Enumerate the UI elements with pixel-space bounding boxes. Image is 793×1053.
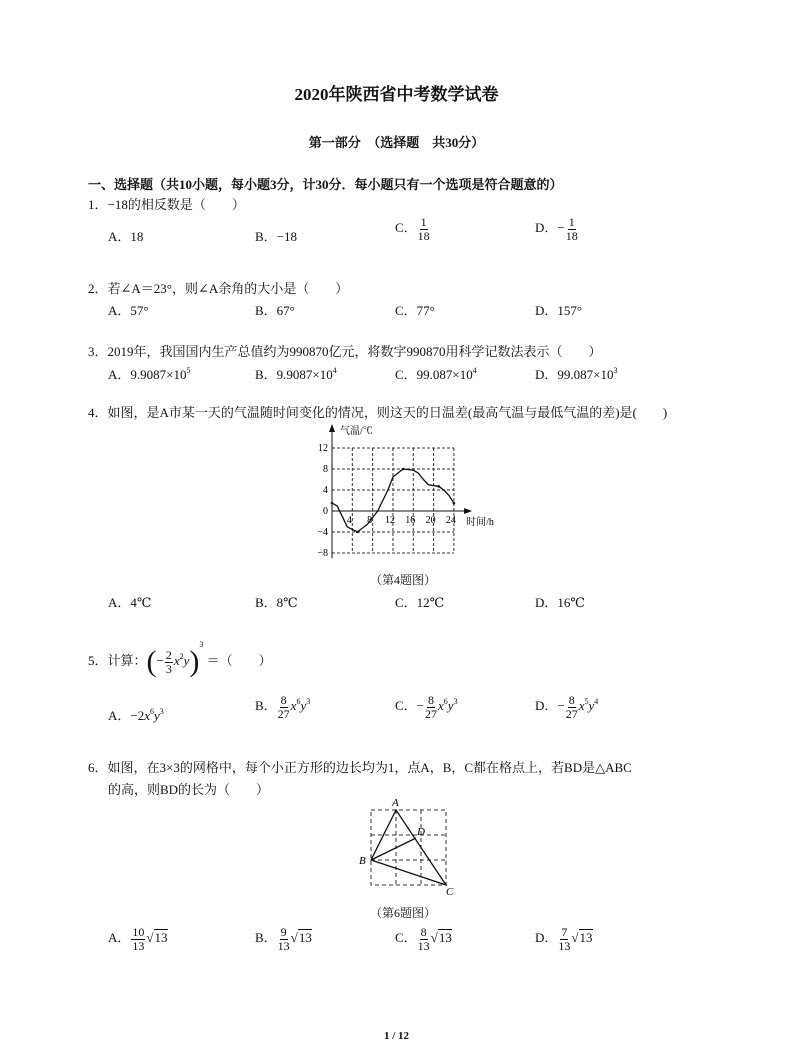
stem-prefix: 5．计算： xyxy=(88,653,147,668)
q1-option-b: B．−18 xyxy=(255,229,298,244)
fraction xyxy=(566,694,578,720)
question-2-stem: 2．若∠A＝23°，则∠A余角的大小是（ ） xyxy=(88,281,349,296)
page-title: 2020年陕西省中考数学试卷 xyxy=(294,85,499,104)
y-tick-label: 0 xyxy=(323,506,328,517)
data-point xyxy=(331,502,334,505)
q4-option-d: D．16℃ xyxy=(535,595,585,610)
left-paren: ( xyxy=(146,645,157,679)
point-c-label: C xyxy=(446,886,454,898)
denominator: 18 xyxy=(417,228,430,243)
fraction xyxy=(131,926,145,952)
option-label: D．− xyxy=(535,698,565,714)
radicand: 13 xyxy=(298,930,312,946)
numerator: 1 xyxy=(568,215,575,229)
exponent: 3 xyxy=(613,366,618,375)
fraction xyxy=(278,926,290,952)
point-d-label: D xyxy=(417,826,425,838)
q2-option-b: B．67° xyxy=(255,303,295,318)
part-title: 第一部分 （选择题 共30分） xyxy=(308,135,485,150)
grid-lines xyxy=(371,810,446,885)
option-base: D．99.087×10 xyxy=(535,367,614,382)
q1-option-a: A．18 xyxy=(108,229,144,244)
question-6-stem-line1: 6．如图，在3×3的网格中，每个小正方形的边长均为1，点A，B，C都在格点上，若BD是△ABC xyxy=(88,760,632,775)
question-4-stem: 4．如图，是A市某一天的气温随时间变化的情况，则这天的日温差(最高气温与最低气温的差)是( ) xyxy=(88,405,668,420)
option-label: D． xyxy=(535,930,558,946)
data-point xyxy=(402,468,405,471)
question-3-stem: 3．2019年，我国国内生产总值约为990870亿元，将数字990870用科学记数法表示（ ） xyxy=(88,344,602,359)
y-axis-label: 气温/℃ xyxy=(340,426,373,437)
grid-triangle-figure xyxy=(355,795,465,900)
y-tick-label: 4 xyxy=(323,485,328,496)
q5-option-b: B． $\frac{8}{27}$ $x^6y^3$ xyxy=(255,693,311,721)
option-label: C．− xyxy=(395,698,425,714)
numerator: 8 xyxy=(428,693,435,707)
q6-option-d: D． $\frac{7}{13}$ √13 xyxy=(535,925,593,953)
denominator: 3 xyxy=(165,661,172,676)
numerator: 7 xyxy=(561,925,568,939)
option-label: D．− xyxy=(535,220,565,236)
radicand: 13 xyxy=(579,930,593,946)
denominator: 13 xyxy=(132,938,145,953)
data-point xyxy=(356,531,359,534)
denominator: 13 xyxy=(277,938,290,953)
radicand: 13 xyxy=(154,930,168,946)
figure-4-caption: （第4题图） xyxy=(370,573,437,587)
y-tick-label: 12 xyxy=(318,443,328,454)
q5-option-c: C．− $\frac{8}{27}$ $x^6y^3$ xyxy=(395,693,458,721)
denominator: 13 xyxy=(417,938,430,953)
numerator: 8 xyxy=(280,693,287,707)
numerator: 1 xyxy=(420,215,427,229)
page-number: 1 / 12 xyxy=(383,1030,410,1042)
option-base: C．99.087×10 xyxy=(395,367,473,382)
fraction xyxy=(418,926,430,952)
numerator: 8 xyxy=(420,925,427,939)
question-6-stem-line2: 的高，则BD的长为（ ） xyxy=(108,782,270,797)
question-5-stem: 5．计算：(− $\frac{2}{3}$ $x^2y)^3$ ＝（ ） xyxy=(88,640,272,679)
numerator: 8 xyxy=(568,693,575,707)
q4-option-a: A．4℃ xyxy=(108,595,152,610)
q5-option-a: A．$-2x^6y^3$ xyxy=(108,707,164,723)
right-paren: ) xyxy=(189,645,200,679)
question-1-stem: 1．−18的相反数是（ ） xyxy=(88,197,245,212)
triangle-abc xyxy=(371,810,446,885)
y-tick-label: 8 xyxy=(323,464,328,475)
exponent: 3 xyxy=(199,640,204,649)
x-tick-label: 4 xyxy=(346,515,352,526)
q2-option-c: C．77° xyxy=(395,303,435,318)
temperature-chart xyxy=(300,420,510,570)
q1-option-c xyxy=(395,216,431,242)
q5-option-d: D．− $\frac{8}{27}$ $x^5y^4$ xyxy=(535,693,599,721)
option-label: C． xyxy=(395,220,417,236)
denominator: 27 xyxy=(425,706,438,721)
x-tick-label: 20 xyxy=(425,515,436,526)
x-tick-label: 12 xyxy=(384,515,395,526)
option-label: A．−2 xyxy=(108,708,145,723)
exponent: 4 xyxy=(332,366,337,375)
x-tick-label: 8 xyxy=(367,515,373,526)
q6-option-b: B． $\frac{9}{13}$ √13 xyxy=(255,925,312,953)
fraction xyxy=(425,694,437,720)
fraction xyxy=(558,926,570,952)
point-a-label: A xyxy=(392,797,399,809)
y-tick-label: −8 xyxy=(317,548,328,559)
numerator: 2 xyxy=(165,647,172,662)
x-tick-label: 24 xyxy=(445,515,456,526)
option-base: A．9.9087×10 xyxy=(108,367,187,382)
fraction xyxy=(566,216,578,242)
q4-option-c: C．12℃ xyxy=(395,595,445,610)
exponent: 4 xyxy=(472,366,477,375)
denominator: 18 xyxy=(565,228,578,243)
data-point xyxy=(453,502,456,505)
denominator: 27 xyxy=(565,706,578,721)
q6-option-a: A． $\frac{10}{13}$ √13 xyxy=(108,925,168,953)
exponent: 5 xyxy=(186,366,191,375)
stem-suffix: ＝（ ） xyxy=(206,653,272,668)
x-axis-label: 时间/h xyxy=(466,517,494,528)
q3-option-b xyxy=(255,364,337,383)
q4-option-b: B．8℃ xyxy=(255,595,298,610)
q1-option-d xyxy=(535,216,579,242)
option-label: A． xyxy=(108,930,131,946)
option-label: B． xyxy=(255,698,277,714)
figure-6-caption: （第6题图） xyxy=(370,906,437,920)
q2-option-a: A．57° xyxy=(108,303,149,318)
q6-option-c: C． $\frac{8}{13}$ √13 xyxy=(395,925,452,953)
q3-option-c xyxy=(395,364,477,383)
q3-option-a xyxy=(108,364,190,383)
fraction xyxy=(278,694,290,720)
denominator: 27 xyxy=(277,706,290,721)
numerator: 10 xyxy=(132,925,145,939)
altitude-bd xyxy=(371,838,416,860)
data-point xyxy=(437,485,440,488)
fraction xyxy=(418,216,430,242)
denominator: 13 xyxy=(558,938,571,953)
y-tick-label: −4 xyxy=(317,527,328,538)
section-header: 一、选择题（共10小题，每小题3分，计30分．每小题只有一个选项是符合题意的） xyxy=(88,177,563,192)
option-label: C． xyxy=(395,930,417,946)
option-base: B．9.9087×10 xyxy=(255,367,333,382)
numerator: 9 xyxy=(280,925,287,939)
point-b-label: B xyxy=(359,855,366,867)
option-label: B． xyxy=(255,930,277,946)
q3-option-d xyxy=(535,364,617,383)
radicand: 13 xyxy=(438,930,452,946)
x-axis-arrow-icon xyxy=(464,508,472,514)
x-tick-label: 16 xyxy=(405,515,416,526)
y-axis-arrow-icon xyxy=(329,424,335,432)
q2-option-d: D．157° xyxy=(535,303,583,318)
fraction xyxy=(165,649,173,675)
